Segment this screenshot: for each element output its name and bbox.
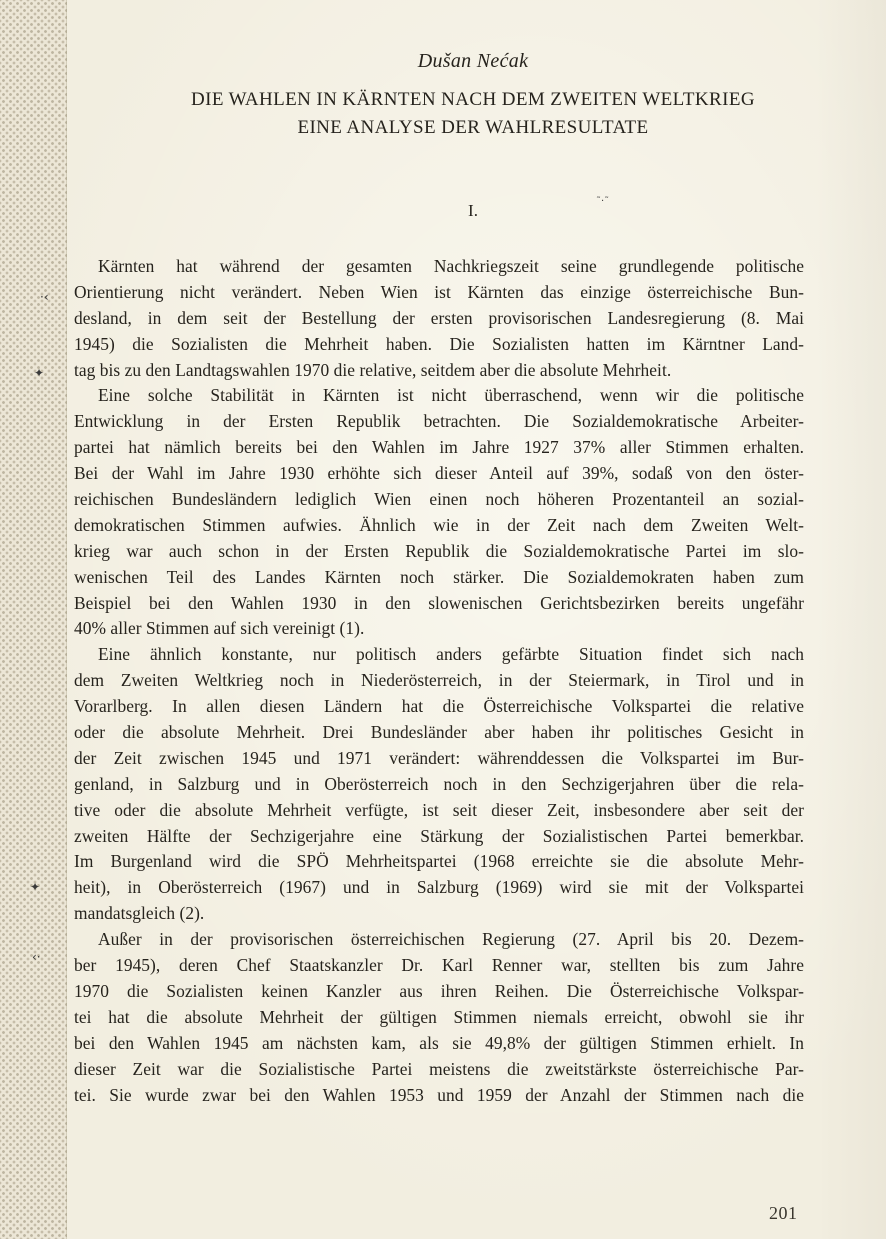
text-line: der Zeit zwischen 1945 und 1971 verändert: währenddessen die Volkspartei im Bur-	[74, 747, 804, 768]
text-line: Kärnten hat während der gesamten Nachkriegszeit seine grundlegende politische	[98, 256, 804, 276]
text-line: krieg war auch schon in der Ersten Republik die Sozialdemokratische Partei im slo-	[74, 540, 804, 561]
scan-speck: ˜·˜	[596, 196, 610, 207]
text-line: 40% aller Stimmen auf sich vereinigt (1).	[74, 618, 365, 639]
text-line: Eine ähnlich konstante, nur politisch anders gefärbte Situation findet sich nach	[98, 644, 804, 665]
text-line: dem Zweiten Weltkrieg noch in Niederösterreich, in der Steiermark, in Tirol und in	[74, 670, 804, 691]
text-line: oder die absolute Mehrheit. Drei Bundesländer aber haben ihr politisches Gesicht in	[74, 722, 804, 743]
section-number: I.	[468, 201, 478, 220]
text-line: tei hat die absolute Mehrheit der gültigen Stimmen niemals erreicht, obwohl sie ihr	[74, 1006, 804, 1027]
text-line: 1970 die Sozialisten keinen Kanzler aus ihren Reihen. Die Österreichische Volkspar-	[74, 980, 804, 1001]
title-line: DIE WAHLEN IN KÄRNTEN NACH DEM ZWEITEN WELTKRIEG	[191, 89, 755, 110]
text-line: bei den Wahlen 1945 am nächsten kam, als sie 49,8% der gültigen Stimmen erhielt. In	[74, 1032, 804, 1053]
text-line: tag bis zu den Landtagswahlen 1970 die relative, seitdem aber die absolute Mehrheit.	[74, 359, 672, 380]
text-line: mandatsgleich (2).	[74, 903, 205, 924]
paragraph	[74, 383, 804, 642]
text-line: Bei der Wahl im Jahre 1930 erhöhte sich dieser Anteil auf 39%, sodaß von den öster-	[74, 463, 804, 484]
margin-mark: ‹·	[32, 950, 41, 964]
text-line: heit), in Oberösterreich (1967) und in Salzburg (1969) wird sie mit der Volkspartei	[74, 877, 804, 898]
text-line: wenischen Teil des Landes Kärnten noch stärker. Die Sozialdemokraten haben zum	[74, 566, 804, 587]
text-line: demokratischen Stimmen aufwies. Ähnlich wie in der Zeit nach dem Zweiten Welt-	[74, 514, 804, 535]
text-line: tei. Sie wurde zwar bei den Wahlen 1953 und 1959 der Anzahl der Stimmen nach die	[74, 1084, 804, 1105]
text-line: genland, in Salzburg und in Oberösterreich noch in den Sechzigerjahren über die rela-	[74, 773, 804, 794]
text-line: Entwicklung in der Ersten Republik betrachten. Die Sozialdemokratische Arbeiter-	[74, 411, 804, 432]
text-line: Eine solche Stabilität in Kärnten ist nicht überraschend, wenn wir die politische	[98, 385, 804, 406]
text-line: desland, in dem seit der Bestellung der ersten provisorischen Landesregierung (8. Mai	[74, 307, 804, 328]
article-title	[60, 86, 886, 142]
page-edge-shadow	[816, 0, 886, 1239]
text-line: ber 1945), deren Chef Staatskanzler Dr. Karl Renner war, stellten bis zum Jahre	[74, 955, 804, 976]
margin-mark: ✦	[30, 880, 41, 894]
text-line: tive oder die absolute Mehrheit verfügte, ist seit dieser Zeit, insbesondere aber seit der	[74, 799, 804, 820]
article-body	[74, 254, 804, 1108]
text-line: dieser Zeit war die Sozialistische Partei meistens die zweitstärkste österreichische Par-	[74, 1058, 804, 1079]
text-line: partei hat nämlich bereits bei den Wahlen im Jahre 1927 37% aller Stimmen erhalten.	[74, 437, 804, 458]
page-number: 201	[769, 1203, 798, 1223]
text-line: Orientierung nicht verändert. Neben Wien ist Kärnten das einzige österreichische Bun-	[74, 281, 804, 302]
paragraph	[74, 254, 804, 383]
text-line: Beispiel bei den Wahlen 1930 in den slowenischen Gerichtsbezirken bereits ungefähr	[74, 592, 804, 613]
text-line: 1945) die Sozialisten die Mehrheit haben. Die Sozialisten hatten im Kärntner Land-	[74, 333, 804, 354]
binding-strip	[0, 0, 67, 1239]
paragraph	[74, 927, 804, 1108]
text-line: Im Burgenland wird die SPÖ Mehrheitspartei (1968 erreichte sie die absolute Mehr-	[74, 851, 804, 872]
text-line: Vorarlberg. In allen diesen Ländern hat die Österreichische Volkspartei die relative	[74, 696, 804, 717]
paragraph	[74, 642, 804, 927]
margin-mark: ·‹	[40, 290, 49, 304]
title-line: EINE ANALYSE DER WAHLRESULTATE	[297, 117, 649, 138]
margin-mark: ✦	[34, 366, 45, 380]
text-line: reichischen Bundesländern lediglich Wien einen noch höheren Prozentanteil an sozial-	[74, 489, 804, 510]
author-name: Dušan Nećak	[417, 50, 529, 72]
text-line: zweiten Hälfte der Sechzigerjahre eine Stärkung der Sozialistischen Partei bemerkbar.	[74, 825, 804, 846]
text-line: Außer in der provisorischen österreichischen Regierung (27. April bis 20. Dezem-	[98, 929, 804, 950]
